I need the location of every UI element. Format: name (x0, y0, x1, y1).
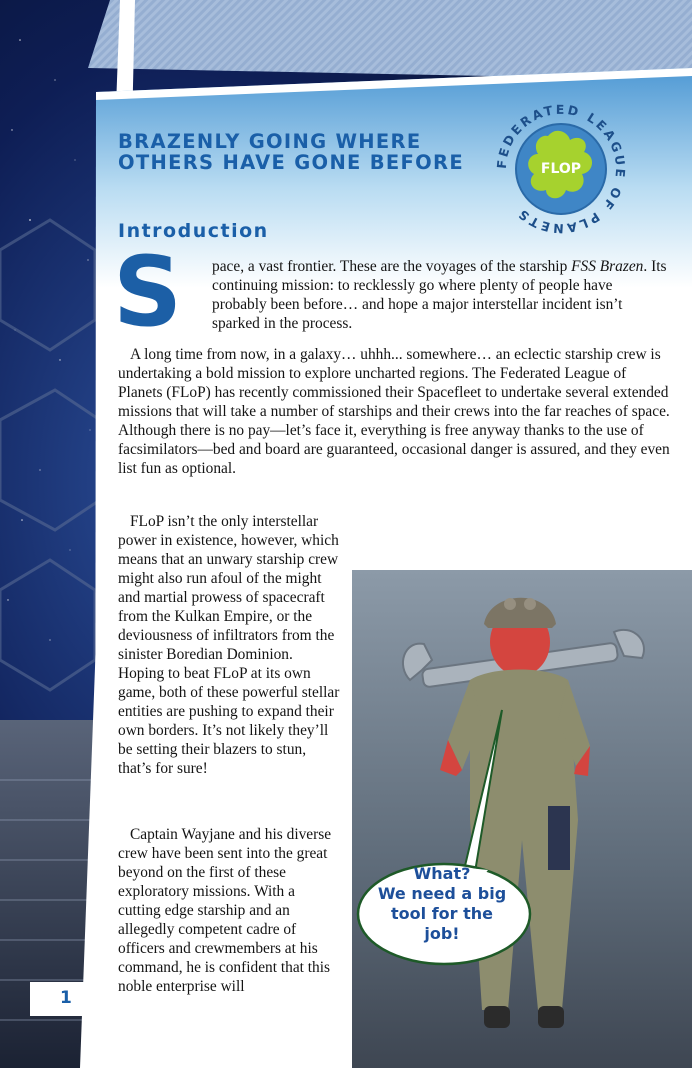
ship-name: FSS Brazen (571, 258, 644, 275)
speech-line-1: What? (413, 864, 471, 883)
paragraph-intro-part-a: pace, a vast frontier. These are the voyages of the starship (212, 258, 572, 275)
section-heading: Introduction (118, 220, 269, 242)
speech-line-3: tool for the (391, 904, 493, 923)
paragraph-intro (212, 257, 667, 333)
page-title: BRAZENLY GOING WHERE OTHERS HAVE GONE BEFORE (118, 130, 464, 174)
logo-center-text: FLOP (540, 161, 582, 177)
dropcap-letter: S (113, 236, 183, 348)
paragraph-powers: FLoP isn’t the only interstellar power in existence, however, which means that an unwary starship crew might also run afoul of the might and martial prowess of spacecraft from the Kulkan Empire, or the deviousness of infiltrators from the sinister Boredian Dominion. Hoping to beat FLoP at its own game, both of these powerful stellar entities are pushing to expand their own borders. It’s not likely they’ll be setting their blazers to stun, that’s for sure! (118, 513, 340, 777)
paragraph-captain: Captain Wayjane and his diverse crew have been sent into the great beyond on the first of these exploratory missions. With a cutting edge starship and an allegedly competent cadre of officers and crewmembers at his command, he is confident that this noble enterprise will (118, 826, 332, 995)
mechanic-with-wrench-illustration (352, 570, 692, 1068)
speech-line-2: We need a big (377, 884, 507, 903)
logo-ring-text: FEDERATED LEAGUE OF PLANETS (493, 101, 629, 237)
flop-logo-icon (486, 94, 636, 244)
page-number: 1 (60, 988, 72, 1008)
speech-bubble-text (372, 864, 512, 944)
paragraph-intro-part-b: . Its continuing mission: to recklessly go where plenty of people have probably been before… and hope a major interstellar incident isn’t sparked in the process. (212, 258, 667, 332)
paragraph-galaxy: A long time from now, in a galaxy… uhhh... somewhere… an eclectic starship crew is undertaking a bold mission to explore uncharted regions. The Federated League of Planets (FLoP) has recently commissioned their Spacefleet to undertake several extended missions that will take a number of starships and their crews into the far reaches of space. Although there is no pay—let’s face it, everything is free anyway thanks to the use of facsimilators—bed and board are guaranteed, occasional danger is assured, and they even list fun as optional. (118, 346, 670, 477)
speech-line-4: job! (424, 924, 460, 943)
